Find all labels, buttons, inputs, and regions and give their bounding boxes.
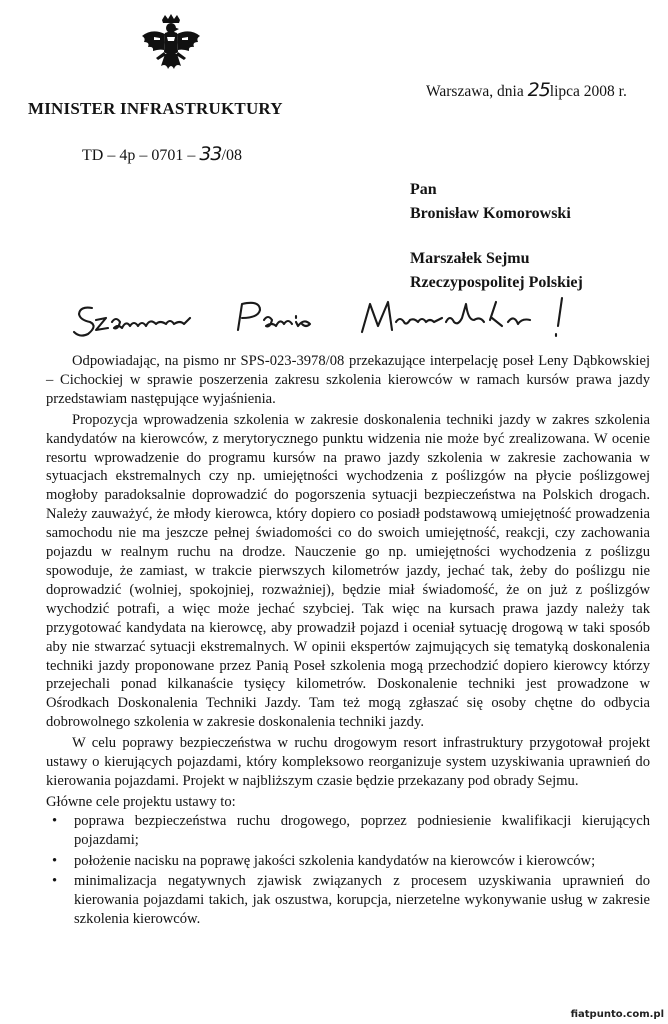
date-prefix: Warszawa, dnia (426, 83, 524, 100)
ministry-name: MINISTER INFRASTRUKTURY (28, 99, 283, 118)
reference-prefix: TD – 4p – 0701 – (82, 147, 196, 164)
addressee-name: Bronisław Komorowski (410, 205, 571, 222)
list-item (46, 812, 650, 850)
list-item-text: położenie nacisku na poprawę jakości szkolenia kandydatów na kierowców i kierowców; (74, 852, 596, 869)
addressee-office: Marszałek Sejmu (410, 250, 530, 267)
addressee-country: Rzeczypospolitej Polskiej (410, 274, 583, 291)
paragraph-proposal: Propozycja wprowadzenia szkolenia w zakresie doskonalenia techniki jazdy w zakres szkolenia kandydatów na kierowców, z merytorycznego punktu widzenia nie może być zrealizowana. W ocenie resortu wprowadzenie do programu kursów na prawo jazdy szkolenia w zakresie zachowania w sytuacjach ekstremalnych czy np. umiejętności wychodzenia z poślizgów na płycie poślizgowej mogłoby paradoksalnie doprowadzić do pogorszenia sytuacji bezpieczeństwa na Polskich drogach. Należy zauważyć, że młody kierowca, który dopiero co posiadł podstawową umiejętność prowadzenia samochodu nie ma jeszcze pełnej świadomości co do swoich umiejętność, reakcji, czy zachowania pojazdu w realnym ruchu na drodze. Nauczenie go np. umiejętności wychodzenia z poślizgu spowoduje, że zamiast, w trakcie pierwszych kilometrów jazdy, jechać tak, żeby do poślizgu nie doprowadzić (wolniej, spokojniej, rozważniej), będzie miał świadomość, że on już z poślizgów wychodzić potrafi, a więc może jechać szybciej. Tak więc na kursach prawa jazdy należy tak przygotować kandydata na kierowcę, aby prowadził pojazd i oceniał sytuację drogową w taki sposób aby nie stwarzać sytuacji ekstremalnych. W opinii ekspertów zajmujących się tematyką doskonalenia techniki jazdy proponowane przez Panią Poseł szkolenia mogą przechodzić dopiero kierowcy którzy przejechali ponad kilkanaście tysięcy kilometrów. Doskonalenie techniki jest prowadzone w Ośrodkach Doskonalenia Techniki Jazdy. Tam też mogą zgłaszać się osoby chętne do odbycia dobrowolnego szkolenia w zakresie doskonalenia techniki jazdy. (46, 411, 650, 731)
letter-body (46, 352, 650, 931)
list-item (46, 852, 650, 871)
addressee-title: Pan (410, 181, 437, 198)
list-item-text: minimalizacja negatywnych zjawisk związanych z procesem uzyskiwania uprawnień do kierowania pojazdami takich, jak oszustwa, korupcja, nierzetelne wykonywanie usług w zakresie szkolenia kierowców. (74, 873, 650, 928)
reference-number (82, 143, 242, 165)
paragraph-draft-law: W celu poprawy bezpieczeństwa w ruchu drogowym resort infrastruktury przygotował projekt ustawy o kierujących pojazdami, który kompleksowo reorganizuje system uzyskiwania uprawnień do kierowania pojazdami. Projekt w najbliższym czasie będzie przekazany pod obrady Sejmu. (46, 735, 650, 789)
reference-suffix: /08 (221, 147, 242, 164)
date-suffix: lipca 2008 r. (549, 83, 627, 100)
list-intro: Główne cele projektu ustawy to: (46, 793, 236, 810)
date-handwritten-day: 25 (527, 79, 550, 101)
goals-list (46, 812, 650, 929)
date-line (426, 79, 627, 101)
list-item (46, 872, 650, 929)
bullet-icon: • (52, 812, 58, 829)
polish-eagle-emblem-icon (140, 14, 202, 80)
bullet-icon: • (52, 852, 58, 869)
list-item-text: poprawa bezpieczeństwa ruchu drogowego, poprzez podniesienie kwalifikacji kierujących pojazdami; (74, 812, 650, 848)
paragraph-intro: Odpowiadając, na pismo nr SPS-023-3978/08 przekazujące interpelację poseł Leny Dąbkowskiej – Cichockiej w sprawie poszerzenia zakresu szkolenia kierowców w ramach kursów prawa jazdy przedstawiam następujące wyjaśnienia. (46, 353, 650, 407)
handwritten-greeting (70, 290, 590, 346)
reference-handwritten-number: 33 (199, 143, 222, 165)
site-watermark: fiatpunto.com.pl (570, 1009, 664, 1020)
bullet-icon: • (52, 873, 58, 890)
